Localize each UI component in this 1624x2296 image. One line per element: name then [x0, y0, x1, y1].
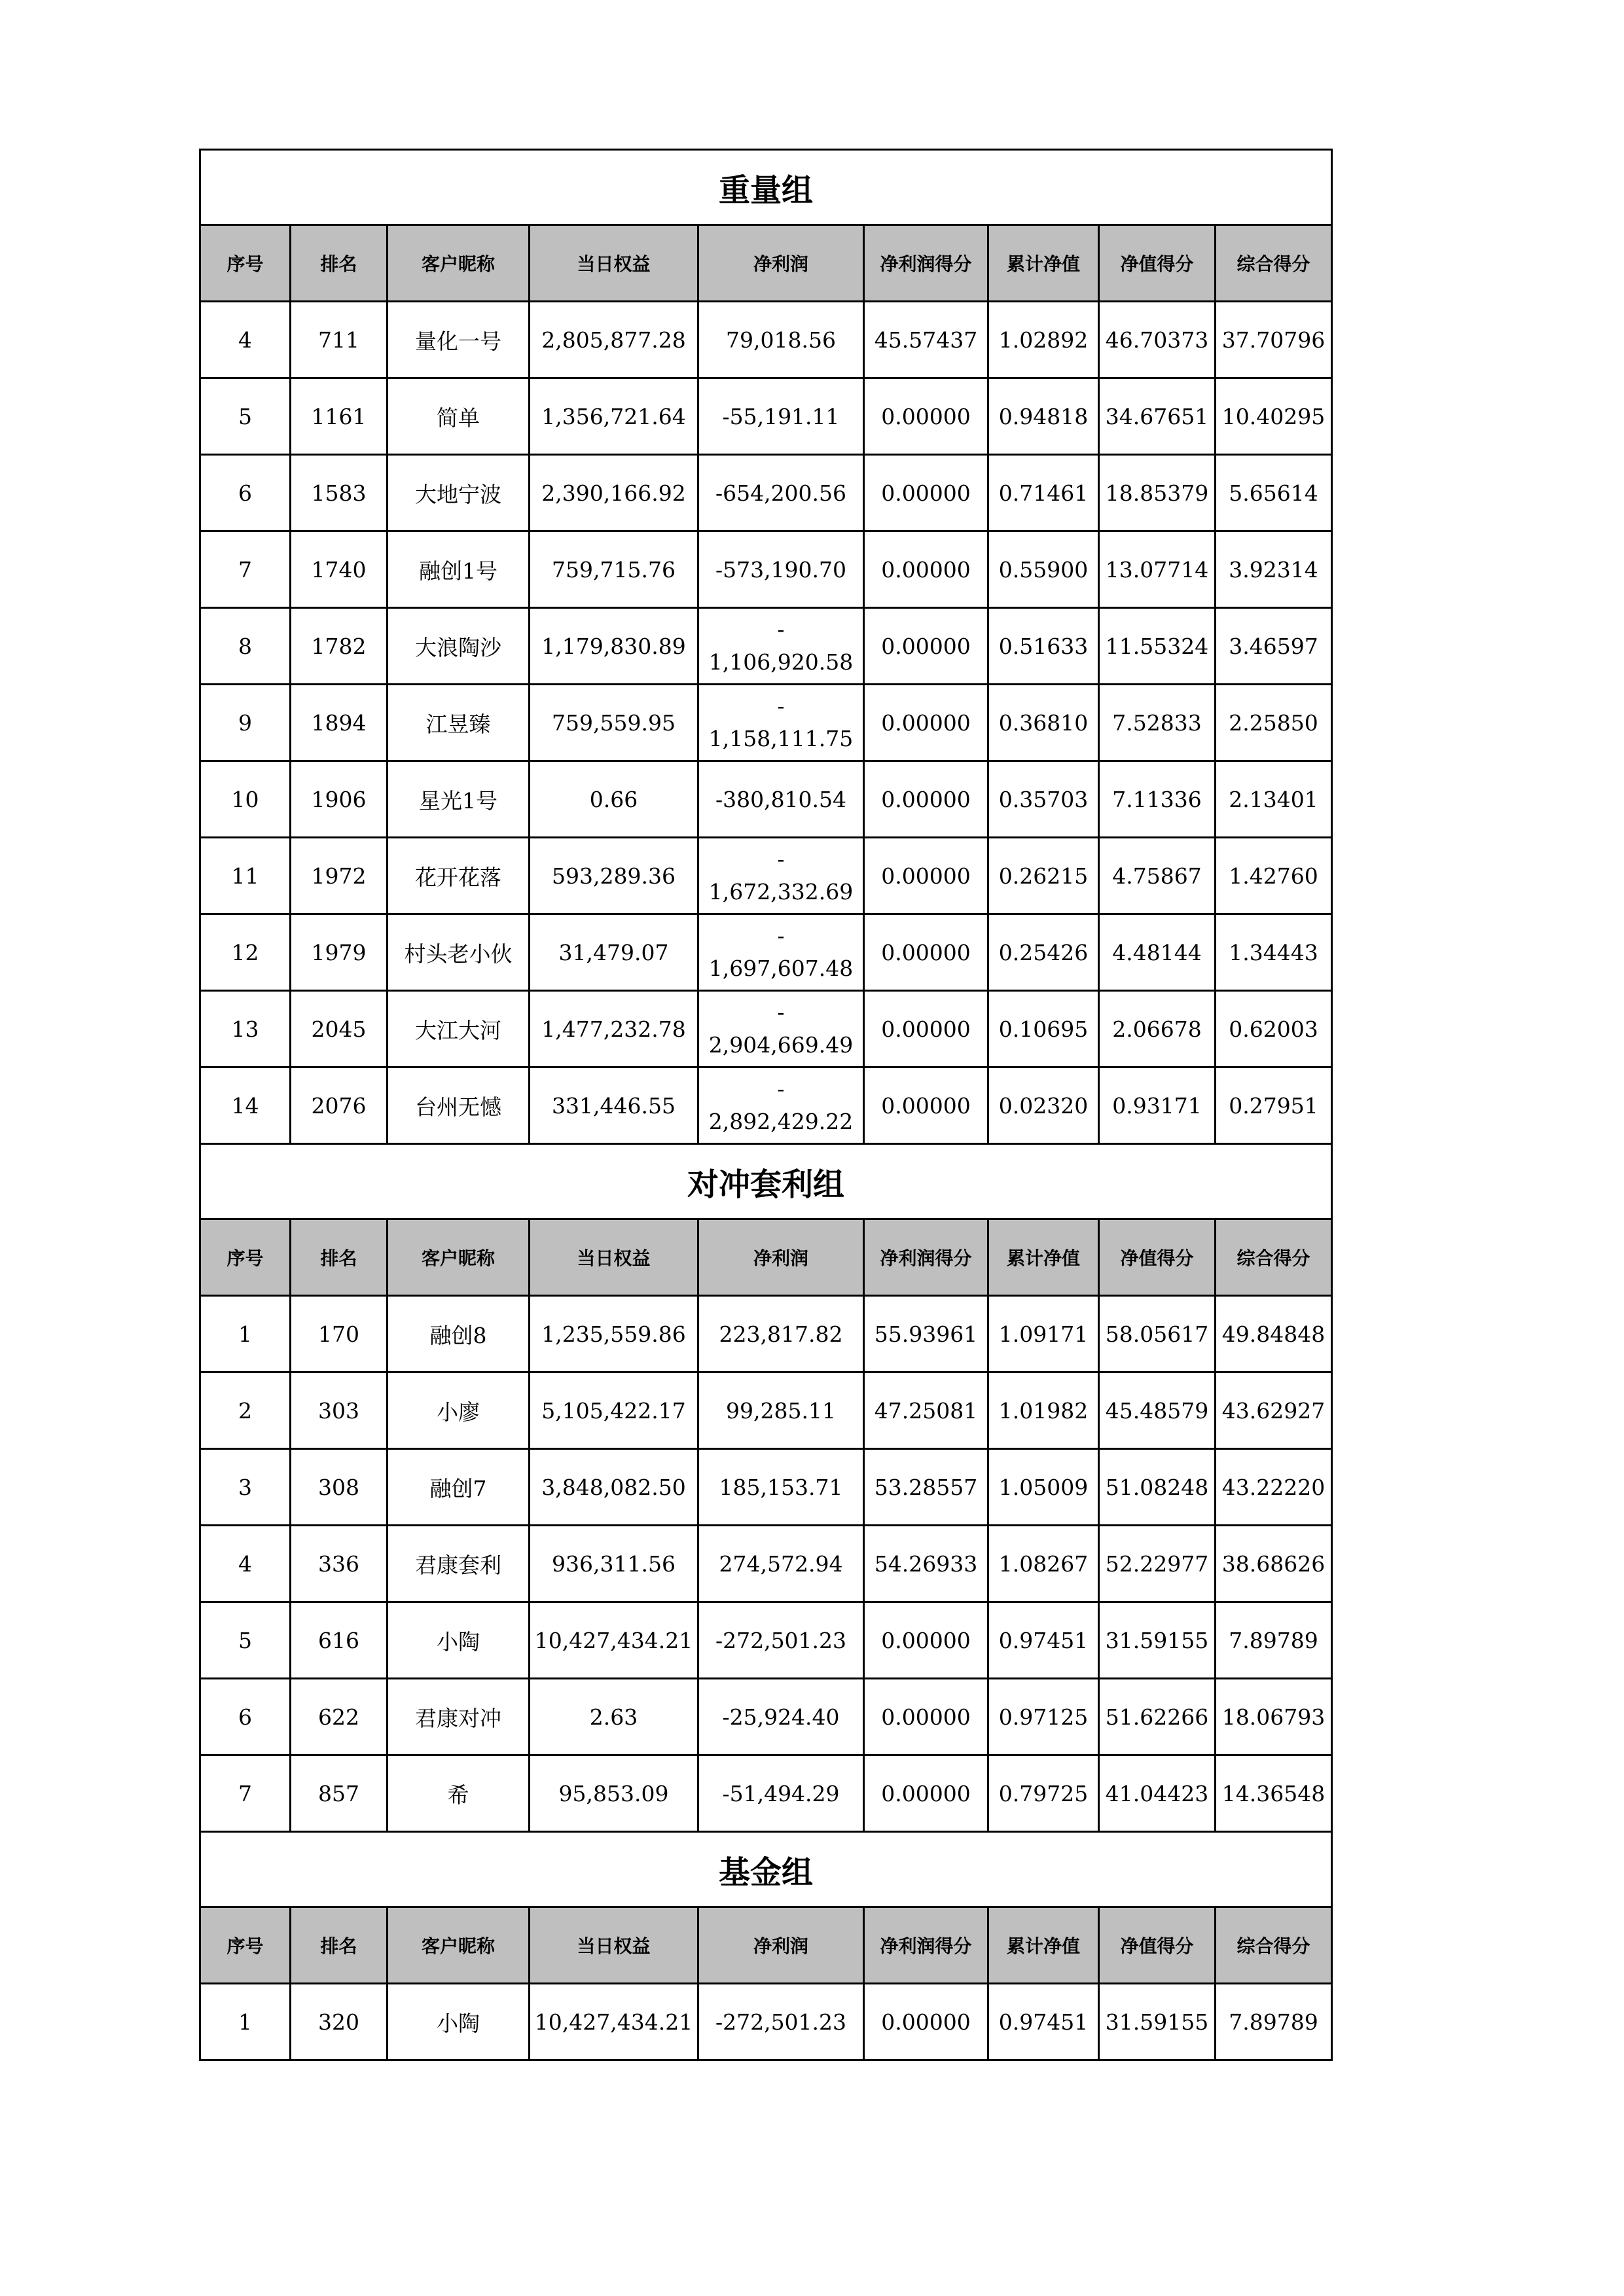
- amount-digits: 1,672,332.69: [708, 879, 854, 905]
- rank-cell: 2045: [291, 991, 388, 1067]
- index-cell: 5: [200, 1602, 291, 1679]
- net-profit-cell: [698, 1067, 864, 1144]
- net-profit-cell: 79,018.56: [698, 302, 864, 378]
- rank-cell: 308: [291, 1449, 388, 1526]
- minus-sign: -: [777, 617, 785, 642]
- net-value-cell: 1.05009: [988, 1449, 1099, 1526]
- net-value-cell: 0.35703: [988, 761, 1099, 838]
- nickname-cell: 量化一号: [388, 302, 530, 378]
- value-score-cell: 4.75867: [1099, 838, 1216, 914]
- equity-cell: 759,559.95: [530, 685, 698, 761]
- table-row: [200, 1296, 1332, 1372]
- column-header: 累计净值: [988, 1219, 1099, 1296]
- profit-score-cell: 0.00000: [864, 685, 988, 761]
- index-cell: 8: [200, 608, 291, 685]
- value-score-cell: 52.22977: [1099, 1526, 1216, 1602]
- net-value-cell: 1.09171: [988, 1296, 1099, 1372]
- ranking-table-body: [200, 150, 1332, 2060]
- net-profit-cell: 274,572.94: [698, 1526, 864, 1602]
- rank-cell: 170: [291, 1296, 388, 1372]
- column-header: 净利润: [698, 1219, 864, 1296]
- column-header-row: [200, 1907, 1332, 1984]
- column-header: 累计净值: [988, 225, 1099, 302]
- rank-cell: 857: [291, 1755, 388, 1832]
- column-header: 净利润: [698, 1907, 864, 1984]
- value-score-cell: 7.11336: [1099, 761, 1216, 838]
- value-score-cell: 11.55324: [1099, 608, 1216, 685]
- value-score-cell: 51.62266: [1099, 1679, 1216, 1755]
- net-profit-cell: -272,501.23: [698, 1602, 864, 1679]
- profit-score-cell: 53.28557: [864, 1449, 988, 1526]
- table-row: [200, 302, 1332, 378]
- value-score-cell: 0.93171: [1099, 1067, 1216, 1144]
- amount-digits: 1,158,111.75: [708, 726, 854, 751]
- group-title: 重量组: [200, 150, 1332, 225]
- rank-cell: 1906: [291, 761, 388, 838]
- profit-score-cell: 0.00000: [864, 1984, 988, 2060]
- value-score-cell: 7.52833: [1099, 685, 1216, 761]
- total-score-cell: 43.22220: [1216, 1449, 1332, 1526]
- minus-sign: -: [777, 693, 785, 719]
- net-profit-cell: [698, 914, 864, 991]
- table-row: [200, 1372, 1332, 1449]
- value-score-cell: 46.70373: [1099, 302, 1216, 378]
- nickname-cell: 君康套利: [388, 1526, 530, 1602]
- table-row: [200, 1755, 1332, 1832]
- column-header: 当日权益: [530, 1219, 698, 1296]
- column-header: 序号: [200, 225, 291, 302]
- value-score-cell: 34.67651: [1099, 378, 1216, 455]
- value-score-cell: 41.04423: [1099, 1755, 1216, 1832]
- rank-cell: 2076: [291, 1067, 388, 1144]
- index-cell: 6: [200, 1679, 291, 1755]
- net-value-cell: 1.08267: [988, 1526, 1099, 1602]
- net-value-cell: 0.71461: [988, 455, 1099, 531]
- index-cell: 7: [200, 1755, 291, 1832]
- column-header-row: [200, 225, 1332, 302]
- equity-cell: 331,446.55: [530, 1067, 698, 1144]
- table-row: [200, 761, 1332, 838]
- net-profit-cell: 223,817.82: [698, 1296, 864, 1372]
- profit-score-cell: 0.00000: [864, 1679, 988, 1755]
- profit-score-cell: 54.26933: [864, 1526, 988, 1602]
- net-profit-cell: 185,153.71: [698, 1449, 864, 1526]
- nickname-cell: 大江大河: [388, 991, 530, 1067]
- table-row: [200, 991, 1332, 1067]
- equity-cell: 10,427,434.21: [530, 1984, 698, 2060]
- column-header: 客户昵称: [388, 225, 530, 302]
- total-score-cell: 1.34443: [1216, 914, 1332, 991]
- column-header: 当日权益: [530, 225, 698, 302]
- group-title-row: [200, 1832, 1332, 1907]
- net-value-cell: 0.26215: [988, 838, 1099, 914]
- net-profit-cell: [698, 685, 864, 761]
- column-header: 序号: [200, 1219, 291, 1296]
- table-row: [200, 455, 1332, 531]
- rank-cell: 1782: [291, 608, 388, 685]
- total-score-cell: 7.89789: [1216, 1602, 1332, 1679]
- profit-score-cell: 0.00000: [864, 914, 988, 991]
- net-profit-cell: -55,191.11: [698, 378, 864, 455]
- group-title-row: [200, 150, 1332, 225]
- index-cell: 4: [200, 1526, 291, 1602]
- total-score-cell: 14.36548: [1216, 1755, 1332, 1832]
- profit-score-cell: 55.93961: [864, 1296, 988, 1372]
- equity-cell: 2,390,166.92: [530, 455, 698, 531]
- profit-score-cell: 0.00000: [864, 838, 988, 914]
- equity-cell: 1,235,559.86: [530, 1296, 698, 1372]
- column-header: 净利润得分: [864, 1907, 988, 1984]
- column-header: 排名: [291, 1219, 388, 1296]
- net-value-cell: 0.25426: [988, 914, 1099, 991]
- equity-cell: 3,848,082.50: [530, 1449, 698, 1526]
- total-score-cell: 0.27951: [1216, 1067, 1332, 1144]
- net-profit-cell: -25,924.40: [698, 1679, 864, 1755]
- total-score-cell: 38.68626: [1216, 1526, 1332, 1602]
- index-cell: 9: [200, 685, 291, 761]
- equity-cell: 95,853.09: [530, 1755, 698, 1832]
- net-profit-cell: -654,200.56: [698, 455, 864, 531]
- nickname-cell: 小陶: [388, 1984, 530, 2060]
- value-score-cell: 45.48579: [1099, 1372, 1216, 1449]
- nickname-cell: 简单: [388, 378, 530, 455]
- table-row: [200, 531, 1332, 608]
- total-score-cell: 37.70796: [1216, 302, 1332, 378]
- table-row: [200, 914, 1332, 991]
- equity-cell: 0.66: [530, 761, 698, 838]
- total-score-cell: 3.92314: [1216, 531, 1332, 608]
- group-title-row: [200, 1144, 1332, 1219]
- net-value-cell: 0.02320: [988, 1067, 1099, 1144]
- profit-score-cell: 0.00000: [864, 608, 988, 685]
- total-score-cell: 2.25850: [1216, 685, 1332, 761]
- value-score-cell: 58.05617: [1099, 1296, 1216, 1372]
- minus-sign: -: [777, 1076, 785, 1102]
- minus-sign: -: [777, 999, 785, 1025]
- equity-cell: 5,105,422.17: [530, 1372, 698, 1449]
- column-header: 净利润: [698, 225, 864, 302]
- column-header: 排名: [291, 1907, 388, 1984]
- equity-cell: 31,479.07: [530, 914, 698, 991]
- profit-score-cell: 0.00000: [864, 761, 988, 838]
- index-cell: 1: [200, 1984, 291, 2060]
- rank-cell: 616: [291, 1602, 388, 1679]
- nickname-cell: 希: [388, 1755, 530, 1832]
- amount-digits: 2,904,669.49: [708, 1032, 854, 1058]
- column-header: 净值得分: [1099, 225, 1216, 302]
- index-cell: 14: [200, 1067, 291, 1144]
- rank-cell: 303: [291, 1372, 388, 1449]
- minus-sign: -: [777, 846, 785, 872]
- rank-cell: 711: [291, 302, 388, 378]
- nickname-cell: 大浪陶沙: [388, 608, 530, 685]
- index-cell: 2: [200, 1372, 291, 1449]
- total-score-cell: 43.62927: [1216, 1372, 1332, 1449]
- index-cell: 13: [200, 991, 291, 1067]
- nickname-cell: 小廖: [388, 1372, 530, 1449]
- rank-cell: 1583: [291, 455, 388, 531]
- column-header: 综合得分: [1216, 225, 1332, 302]
- total-score-cell: 2.13401: [1216, 761, 1332, 838]
- value-score-cell: 51.08248: [1099, 1449, 1216, 1526]
- net-value-cell: 0.36810: [988, 685, 1099, 761]
- nickname-cell: 小陶: [388, 1602, 530, 1679]
- nickname-cell: 江昱臻: [388, 685, 530, 761]
- profit-score-cell: 0.00000: [864, 1602, 988, 1679]
- column-header: 净值得分: [1099, 1907, 1216, 1984]
- table-row: [200, 378, 1332, 455]
- equity-cell: 2.63: [530, 1679, 698, 1755]
- nickname-cell: 融创1号: [388, 531, 530, 608]
- net-profit-cell: 99,285.11: [698, 1372, 864, 1449]
- profit-score-cell: 47.25081: [864, 1372, 988, 1449]
- index-cell: 5: [200, 378, 291, 455]
- profit-score-cell: 0.00000: [864, 991, 988, 1067]
- table-row: [200, 1067, 1332, 1144]
- table-row: [200, 685, 1332, 761]
- total-score-cell: 10.40295: [1216, 378, 1332, 455]
- net-profit-cell: [698, 838, 864, 914]
- net-value-cell: 0.97451: [988, 1602, 1099, 1679]
- table-row: [200, 1526, 1332, 1602]
- table-row: [200, 1602, 1332, 1679]
- equity-cell: 1,477,232.78: [530, 991, 698, 1067]
- amount-digits: 2,892,429.22: [708, 1109, 854, 1134]
- table-row: [200, 1679, 1332, 1755]
- net-value-cell: 0.10695: [988, 991, 1099, 1067]
- equity-cell: 1,179,830.89: [530, 608, 698, 685]
- column-header: 排名: [291, 225, 388, 302]
- column-header: 综合得分: [1216, 1219, 1332, 1296]
- net-profit-cell: -380,810.54: [698, 761, 864, 838]
- nickname-cell: 大地宁波: [388, 455, 530, 531]
- equity-cell: 2,805,877.28: [530, 302, 698, 378]
- column-header: 序号: [200, 1907, 291, 1984]
- total-score-cell: 3.46597: [1216, 608, 1332, 685]
- column-header: 综合得分: [1216, 1907, 1332, 1984]
- net-profit-cell: -573,190.70: [698, 531, 864, 608]
- net-value-cell: 1.01982: [988, 1372, 1099, 1449]
- nickname-cell: 星光1号: [388, 761, 530, 838]
- nickname-cell: 君康对冲: [388, 1679, 530, 1755]
- profit-score-cell: 0.00000: [864, 455, 988, 531]
- rank-cell: 1161: [291, 378, 388, 455]
- net-profit-cell: [698, 608, 864, 685]
- column-header: 净值得分: [1099, 1219, 1216, 1296]
- column-header: 客户昵称: [388, 1907, 530, 1984]
- profit-score-cell: 45.57437: [864, 302, 988, 378]
- equity-cell: 936,311.56: [530, 1526, 698, 1602]
- nickname-cell: 融创7: [388, 1449, 530, 1526]
- total-score-cell: 7.89789: [1216, 1984, 1332, 2060]
- total-score-cell: 0.62003: [1216, 991, 1332, 1067]
- rank-cell: 1972: [291, 838, 388, 914]
- amount-digits: 1,697,607.48: [708, 956, 854, 981]
- total-score-cell: 1.42760: [1216, 838, 1332, 914]
- total-score-cell: 5.65614: [1216, 455, 1332, 531]
- amount-digits: 1,106,920.58: [708, 649, 854, 675]
- net-value-cell: 0.79725: [988, 1755, 1099, 1832]
- rank-cell: 1894: [291, 685, 388, 761]
- index-cell: 3: [200, 1449, 291, 1526]
- value-score-cell: 4.48144: [1099, 914, 1216, 991]
- net-value-cell: 0.51633: [988, 608, 1099, 685]
- net-value-cell: 1.02892: [988, 302, 1099, 378]
- column-header: 净利润得分: [864, 1219, 988, 1296]
- index-cell: 1: [200, 1296, 291, 1372]
- value-score-cell: 31.59155: [1099, 1602, 1216, 1679]
- column-header: 累计净值: [988, 1907, 1099, 1984]
- value-score-cell: 18.85379: [1099, 455, 1216, 531]
- index-cell: 12: [200, 914, 291, 991]
- column-header: 净利润得分: [864, 225, 988, 302]
- table-row: [200, 1984, 1332, 2060]
- net-profit-cell: -51,494.29: [698, 1755, 864, 1832]
- minus-sign: -: [777, 923, 785, 948]
- group-title: 对冲套利组: [200, 1144, 1332, 1219]
- equity-cell: 759,715.76: [530, 531, 698, 608]
- index-cell: 6: [200, 455, 291, 531]
- index-cell: 7: [200, 531, 291, 608]
- profit-score-cell: 0.00000: [864, 531, 988, 608]
- nickname-cell: 村头老小伙: [388, 914, 530, 991]
- table-row: [200, 608, 1332, 685]
- index-cell: 11: [200, 838, 291, 914]
- equity-cell: 593,289.36: [530, 838, 698, 914]
- group-title: 基金组: [200, 1832, 1332, 1907]
- column-header: 当日权益: [530, 1907, 698, 1984]
- profit-score-cell: 0.00000: [864, 1067, 988, 1144]
- profit-score-cell: 0.00000: [864, 1755, 988, 1832]
- profit-score-cell: 0.00000: [864, 378, 988, 455]
- rank-cell: 1740: [291, 531, 388, 608]
- value-score-cell: 31.59155: [1099, 1984, 1216, 2060]
- net-profit-cell: -272,501.23: [698, 1984, 864, 2060]
- nickname-cell: 台州无憾: [388, 1067, 530, 1144]
- rank-cell: 622: [291, 1679, 388, 1755]
- net-value-cell: 0.55900: [988, 531, 1099, 608]
- column-header: 客户昵称: [388, 1219, 530, 1296]
- value-score-cell: 13.07714: [1099, 531, 1216, 608]
- rank-cell: 336: [291, 1526, 388, 1602]
- value-score-cell: 2.06678: [1099, 991, 1216, 1067]
- net-value-cell: 0.97125: [988, 1679, 1099, 1755]
- nickname-cell: 融创8: [388, 1296, 530, 1372]
- equity-cell: 1,356,721.64: [530, 378, 698, 455]
- net-value-cell: 0.97451: [988, 1984, 1099, 2060]
- ranking-table: [199, 149, 1333, 2061]
- total-score-cell: 49.84848: [1216, 1296, 1332, 1372]
- column-header-row: [200, 1219, 1332, 1296]
- rank-cell: 1979: [291, 914, 388, 991]
- equity-cell: 10,427,434.21: [530, 1602, 698, 1679]
- index-cell: 4: [200, 302, 291, 378]
- net-profit-cell: [698, 991, 864, 1067]
- net-value-cell: 0.94818: [988, 378, 1099, 455]
- index-cell: 10: [200, 761, 291, 838]
- rank-cell: 320: [291, 1984, 388, 2060]
- table-row: [200, 838, 1332, 914]
- table-row: [200, 1449, 1332, 1526]
- nickname-cell: 花开花落: [388, 838, 530, 914]
- total-score-cell: 18.06793: [1216, 1679, 1332, 1755]
